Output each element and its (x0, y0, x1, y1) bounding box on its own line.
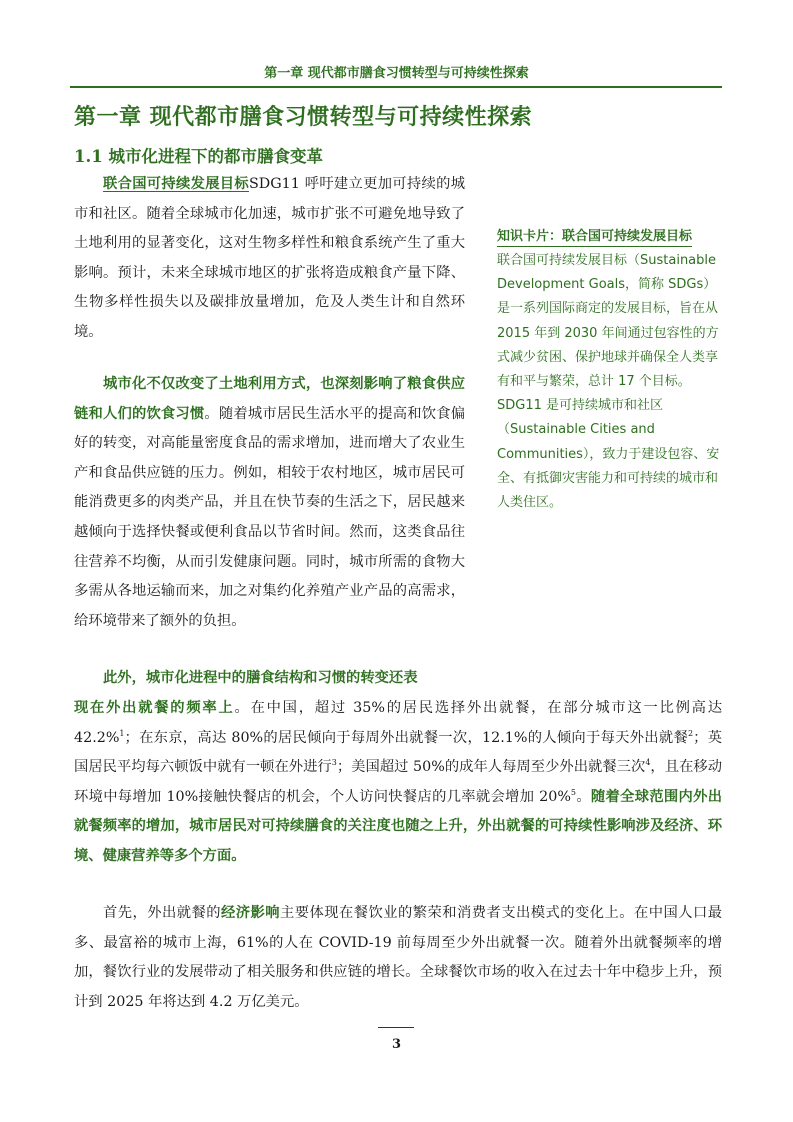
dining-out-lead-a: 此外，城市化进程中的膳食结构和习惯的转变还表 (103, 670, 418, 686)
paragraph-urbanization-text: 。随着城市居民生活水平的提高和饮食偏好的转变，对高能量密度食品的需求增加，进而增大了农业生产和食品供应链的压力。例如，相较于农村地区，城市居民可能消费更多的肉类产品，并且在快节奏的生活之下，居民越来越倾向于选择快餐或便利食品以节省时间。然而，这类食品往往营养不均衡，从而引发健康问题。同时，城市所需的食物大多需从各地运输而来，加之对集约化养殖产业产品的高需求，给环境带来了额外的负担。 (74, 405, 466, 629)
footnote-ref-5[interactable]: 5 (570, 787, 577, 797)
dining-out-text-2: ；在东京，高达 80%的居民倾向于每周外出就餐一次，12.1%的人倾向于每天外出就餐 (124, 729, 689, 746)
dining-out-emphasis: 随着全球范围内外出就餐频率的增加，城市居民对可持续膳食的关注度也随之上升，外出就餐的可持续性影响涉及经济、环境、健康营养等多个方面。 (74, 788, 723, 864)
knowledge-card-title: 知识卡片：联合国可持续发展目标 (497, 225, 692, 247)
knowledge-card (497, 225, 722, 515)
paragraph-sdg11-text: SDG11 呼吁建立更加可持续的城市和社区。随着全球城市化加速，城市扩张不可避免地导致了土地利用的显著变化，这对生物多样性和粮食系统产生了重大影响。预计，未来全球城市地区的扩张将造成粮食产量下降、生物多样性损失以及碳排放量增加，危及人类生计和自然环境。 (74, 176, 466, 340)
economic-text-b: 主要体现在餐饮业的繁荣和消费者支出模式的变化上。在中国人口最多、最富裕的城市上海，61%的人在 COVID-19 前每周至少外出就餐一次。随着外出就餐频率的增加，餐饮行业的发展带动了相关服务和供应链的增长。全球餐饮市场的收入在过去十年中稳步上升，预计到 2025 年将达到 4.2 万亿美元。 (74, 905, 723, 1010)
paragraph-economic-impact (74, 899, 722, 1017)
paragraph-urbanization (74, 370, 465, 636)
section-title: 1.1 城市化进程下的都市膳食变革 (74, 147, 323, 166)
footnote-ref-1[interactable]: 1 (119, 728, 125, 738)
dining-out-lead-b: 现在外出就餐的频率上 (74, 700, 235, 716)
urbanization-lead: 城市化不仅改变了土地利用方式，也深刻影响了粮食供应链和人们的饮食习惯 (74, 376, 465, 422)
paragraph-sdg11 (74, 170, 465, 348)
footnote-ref-3[interactable]: 3 (331, 758, 337, 768)
sdg-term-link[interactable]: 联合国可持续发展目标 (103, 176, 249, 192)
dining-out-text-5: ，且在移动环境中每增加 10%接触快餐店的机会，个人访问快餐店的几率就会增加 20% (74, 759, 723, 805)
dining-out-text-3: ；英国居民平均每六顿饭中就有一顿在外进行 (74, 729, 722, 776)
dining-out-text-1: 。在中国，超过 35%的居民选择外出就餐，在部分城市这一比例高达 42.2% (74, 700, 723, 746)
knowledge-card-body: 联合国可持续发展目标（Sustainable Development Goals，简称 SDGs）是一系列国际商定的发展目标，旨在从 2015 年到 2030 年间通过包容性的方式减少贫困、保护地球并确保全人类享有和平与繁荣，总计 17 个目标。SDG11 是可持续城市和社区（Sustainable Cities and Communities），致力于建设包容、安全、有抵御灾害能力和可持续的城市和人类住区。 (497, 253, 720, 511)
footer-divider (378, 1027, 414, 1028)
economic-impact-term: 经济影响 (221, 905, 280, 921)
paragraph-dining-out (74, 694, 722, 872)
dining-out-lead-line (74, 664, 465, 694)
dining-out-text-6: 。 (576, 788, 591, 805)
dining-out-text-4: ；美国超过 50%的成年人每周至少外出就餐三次 (336, 759, 646, 776)
footnote-ref-4[interactable]: 4 (645, 758, 651, 768)
running-header: 第一章 现代都市膳食习惯转型与可持续性探索 (264, 66, 529, 81)
header-divider (70, 86, 722, 88)
footnote-ref-2[interactable]: 2 (688, 728, 694, 738)
economic-text-a: 首先，外出就餐的 (103, 905, 221, 921)
chapter-title: 第一章 现代都市膳食习惯转型与可持续性探索 (74, 104, 533, 130)
page-number: 3 (391, 1037, 402, 1052)
